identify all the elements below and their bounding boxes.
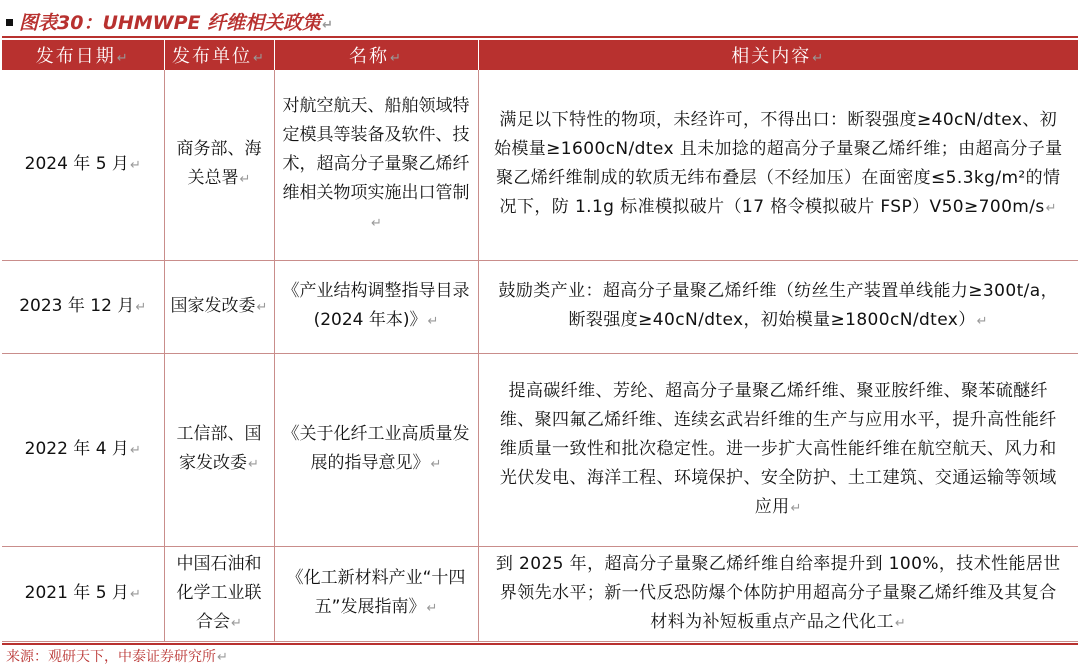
cell-org: 国家发改委↵ xyxy=(164,260,274,353)
cell-content: 鼓励类产业：超高分子量聚乙烯纤维（纺丝生产装置单线能力≥300t/a，断裂强度≥40cN/dtex，初始模量≥1800cN/dtex）↵ xyxy=(478,260,1078,353)
policy-table xyxy=(2,40,1078,642)
cell-org: 商务部、海关总署↵ xyxy=(164,70,274,260)
table-header-row xyxy=(2,40,1078,70)
cell-name: 《关于化纤工业高质量发展的指导意见》↵ xyxy=(274,353,478,546)
cell-org: 工信部、国家发改委↵ xyxy=(164,353,274,546)
cell-date: 2023 年 12 月↵ xyxy=(2,260,164,353)
cell-name: 《产业结构调整指导目录(2024 年本)》↵ xyxy=(274,260,478,353)
header-date: 发布日期↵ xyxy=(2,40,164,70)
cell-date: 2024 年 5 月↵ xyxy=(2,70,164,260)
bullet-square-icon xyxy=(6,19,13,26)
header-content: 相关内容↵ xyxy=(478,40,1078,70)
return-mark-icon: ↵ xyxy=(322,18,334,33)
header-name: 名称↵ xyxy=(274,40,478,70)
header-org: 发布单位↵ xyxy=(164,40,274,70)
cell-org: 中国石油和化学工业联合会↵ xyxy=(164,546,274,641)
table-row xyxy=(2,546,1078,641)
cell-date: 2021 年 5 月↵ xyxy=(2,546,164,641)
cell-date: 2022 年 4 月↵ xyxy=(2,353,164,546)
table-row xyxy=(2,260,1078,353)
table-row xyxy=(2,70,1078,260)
cropped-caption-above xyxy=(0,0,1080,8)
cell-content: 提高碳纤维、芳纶、超高分子量聚乙烯纤维、聚亚胺纤维、聚苯硫醚纤维、聚四氟乙烯纤维、连续玄武岩纤维的生产与应用水平，提升高性能纤维质量一致性和批次稳定性。进一步扩大高性能纤维在航空航天、风力和光伏发电、海洋工程、环境保护、安全防护、土工建筑、交通运输等领域应用↵ xyxy=(478,353,1078,546)
table-row xyxy=(2,353,1078,546)
source-note: 来源：观研天下，中泰证券研究所↵ xyxy=(2,643,1078,670)
cell-name: 《化工新材料产业“十四五”发展指南》↵ xyxy=(274,546,478,641)
figure-title-text: 图表30：UHMWPE 纤维相关政策 xyxy=(19,12,322,34)
cell-content: 满足以下特性的物项，未经许可，不得出口：断裂强度≥40cN/dtex、初始模量≥1600cN/dtex 且未加捻的超高分子量聚乙烯纤维；由超高分子量聚乙烯纤维制成的软质无纬布叠层（不经加压）在面密度≤5.3kg/m²的情况下，防 1.1g 标准模拟破片（17 格令模拟破片 FSP）V50≥700m/s↵ xyxy=(478,70,1078,260)
figure-title xyxy=(2,10,1078,38)
cell-name: 对航空航天、船舶领域特定模具等装备及软件、技术，超高分子量聚乙烯纤维相关物项实施出口管制↵ xyxy=(274,70,478,260)
cell-content: 到 2025 年，超高分子量聚乙烯纤维自给率提升到 100%，技术性能居世界领先水平；新一代反恐防爆个体防护用超高分子量聚乙烯纤维及其复合材料为补短板重点产品之代化工↵ xyxy=(478,546,1078,641)
